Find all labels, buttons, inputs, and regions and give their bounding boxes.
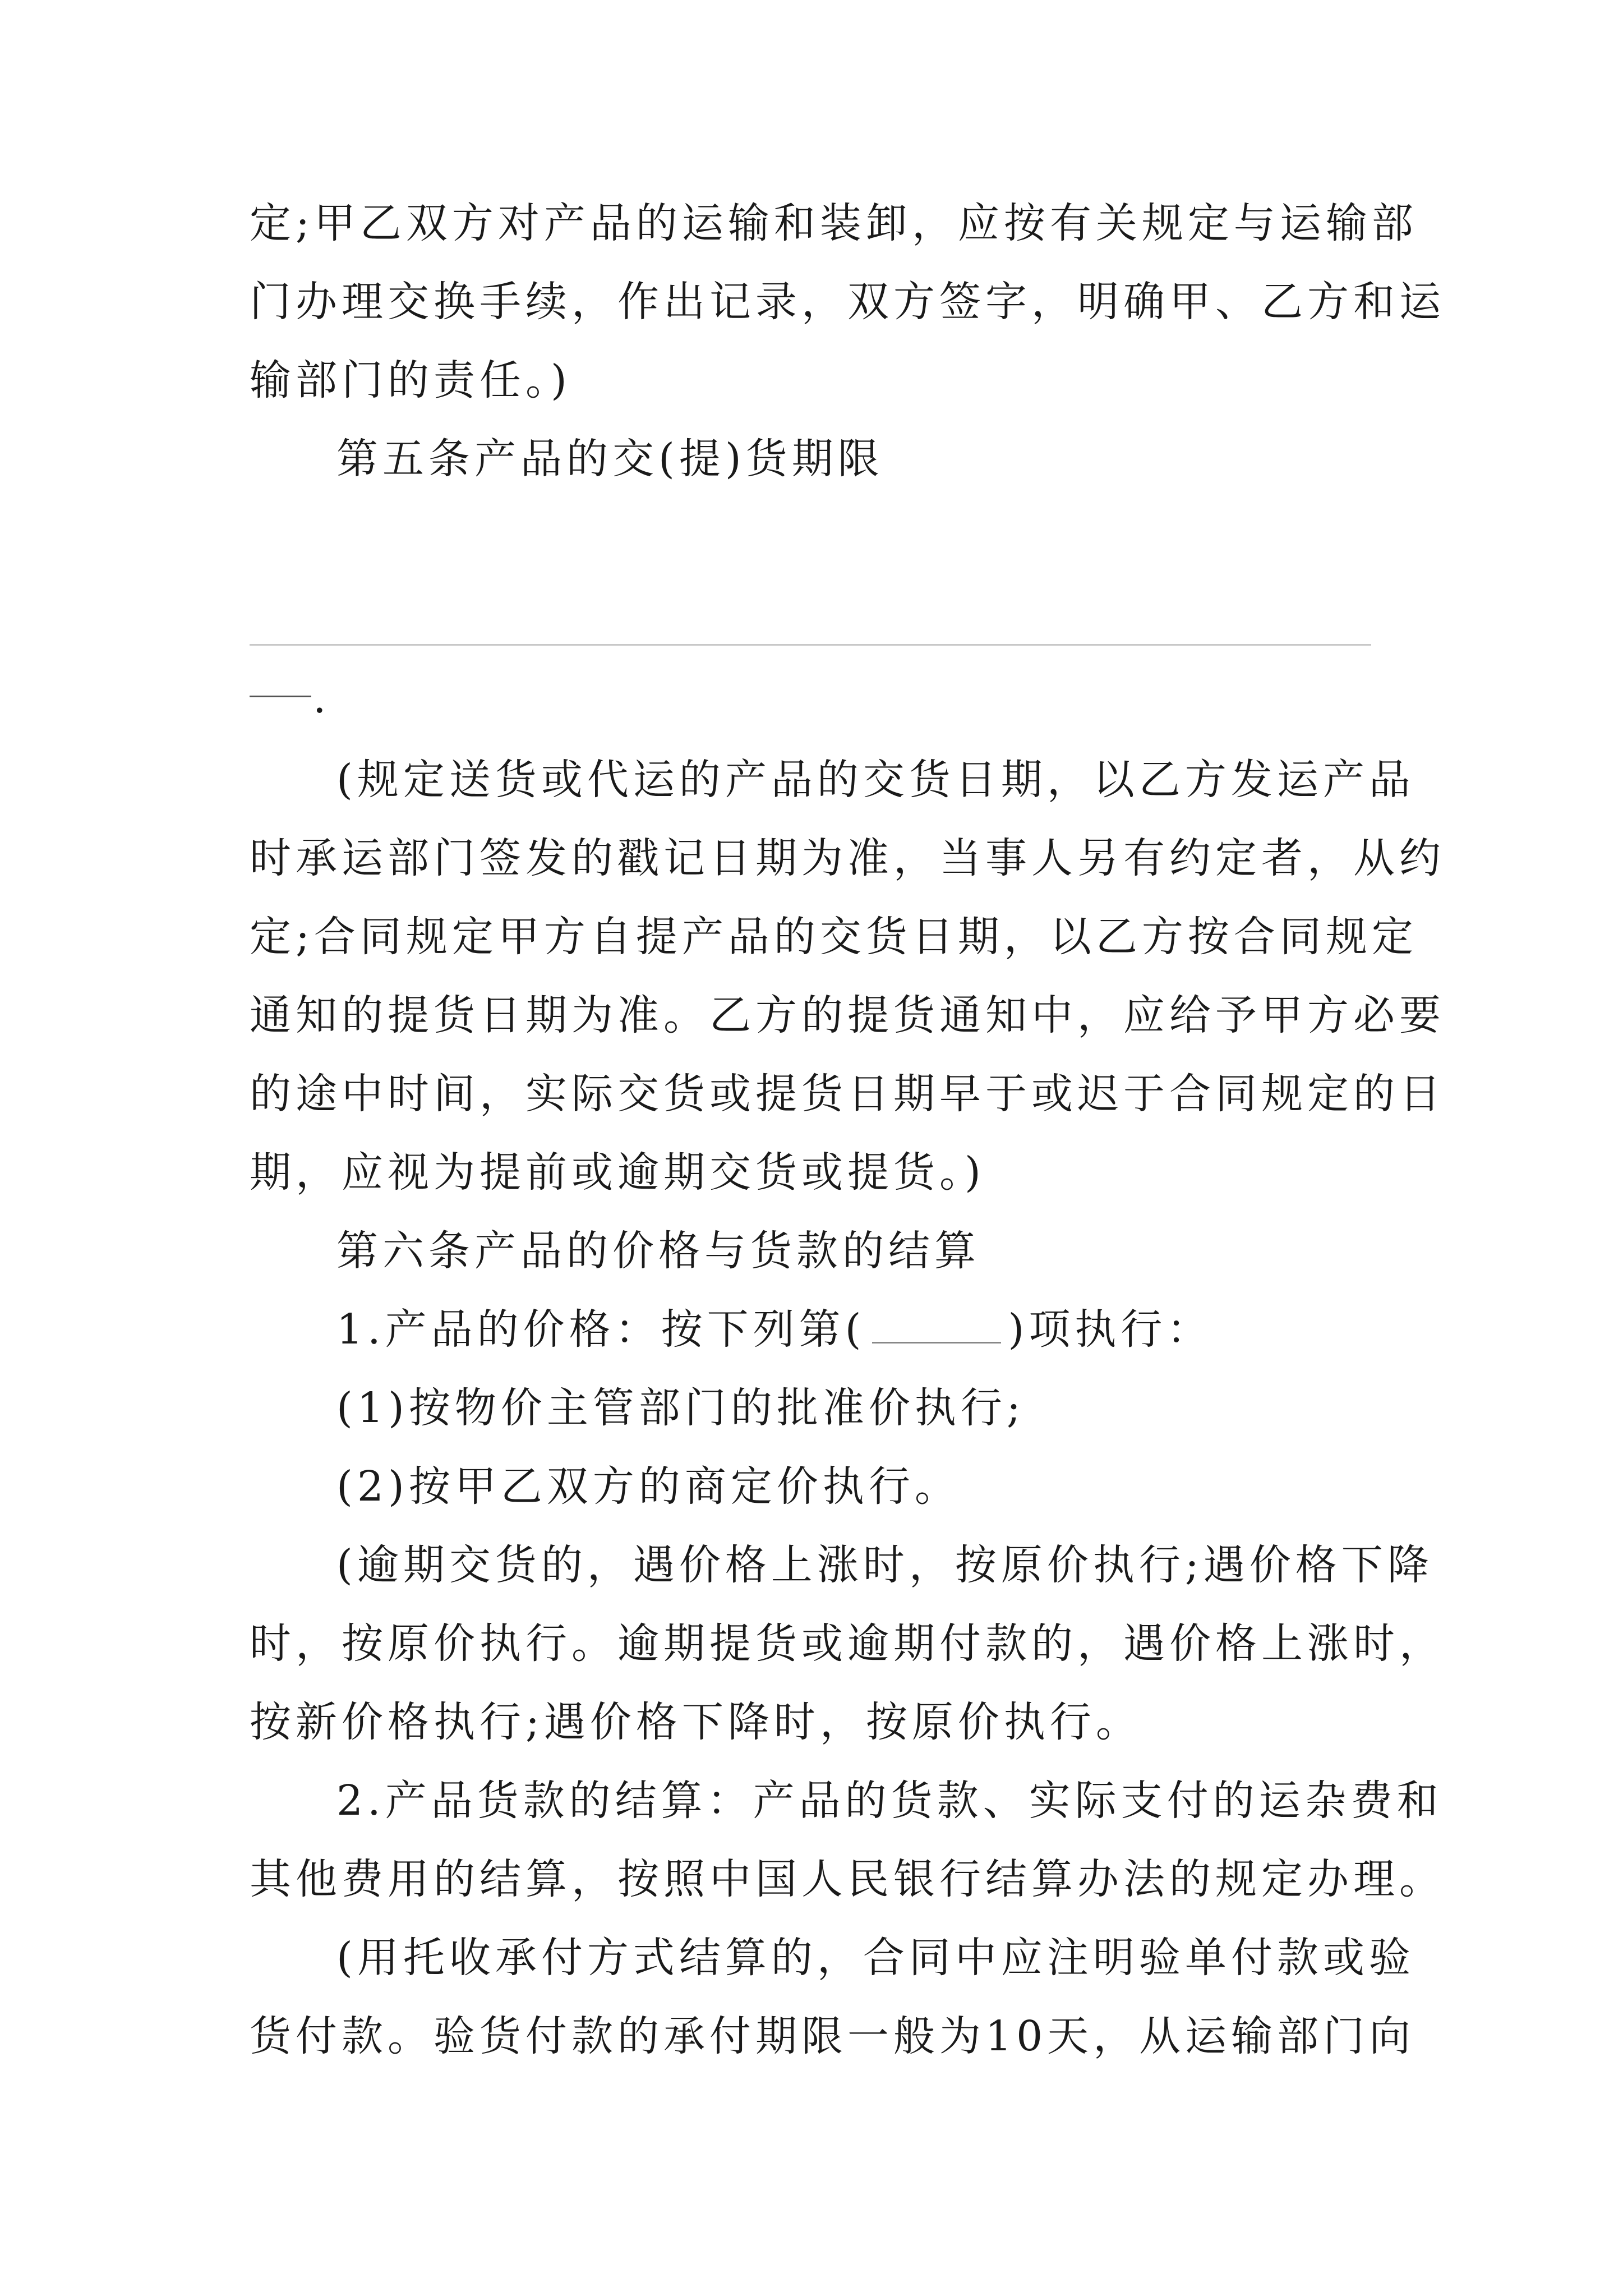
article-heading: 第六条产品的价格与货款的结算 xyxy=(336,1227,980,1275)
paragraph-line: 时承运部门签发的戳记日期为准，当事人另有约定者，从约 xyxy=(250,834,1445,882)
paragraph-line: 按新价格执行;遇价格下降时，按原价执行。 xyxy=(250,1698,1142,1746)
paragraph-line: (规定送货或代运的产品的交货日期，以乙方发运产品 xyxy=(336,756,1415,804)
paragraph-line: 通知的提货日期为准。乙方的提货通知中，应给予甲方必要 xyxy=(250,991,1445,1039)
paragraph-line: (1)按物价主管部门的批准价执行; xyxy=(336,1384,1025,1432)
paragraph-line: (2)按甲乙双方的商定价执行。 xyxy=(336,1462,961,1511)
paragraph-line: 时，按原价执行。逾期提货或逾期付款的，遇价格上涨时， xyxy=(250,1619,1445,1668)
paragraph-line: 定;合同规定甲方自提产品的交货日期，以乙方按合同规定 xyxy=(250,913,1418,961)
paragraph-line: 其他费用的结算，按照中国人民银行结算办法的规定办理。 xyxy=(250,1855,1445,1903)
paragraph-line: 输部门的责任。) xyxy=(250,356,571,404)
price-item-line xyxy=(336,1301,1388,1358)
price-item-suffix: )项执行： xyxy=(1008,1305,1213,1354)
blank-period: . xyxy=(313,674,326,723)
paragraph-line: 货付款。验货付款的承付期限一般为10天，从运输部门向 xyxy=(250,2012,1415,2060)
paragraph-line: 门办理交换手续，作出记录，双方签字，明确甲、乙方和运 xyxy=(250,278,1445,326)
article-heading: 第五条产品的交(提)货期限 xyxy=(336,435,884,483)
fill-in-line-short xyxy=(250,696,311,697)
paragraph-line: 期，应视为提前或逾期交货或提货。) xyxy=(250,1148,985,1197)
paragraph-line: 定;甲乙双方对产品的运输和装卸，应按有关规定与运输部 xyxy=(250,199,1418,247)
paragraph-line: (逾期交货的，遇价格上涨时，按原价执行;遇价格下降 xyxy=(336,1541,1433,1589)
price-item-prefix: 1.产品的价格：按下列第( xyxy=(336,1305,866,1354)
paragraph-line: 的途中时间，实际交货或提货日期早于或迟于合同规定的日 xyxy=(250,1070,1445,1118)
fill-in-blank xyxy=(872,1307,1001,1343)
paragraph-line: (用托收承付方式结算的，合同中应注明验单付款或验 xyxy=(336,1934,1415,1982)
paragraph-line: 2.产品货款的结算：产品的货款、实际支付的运杂费和 xyxy=(336,1777,1443,1825)
fill-in-line xyxy=(250,644,1371,646)
